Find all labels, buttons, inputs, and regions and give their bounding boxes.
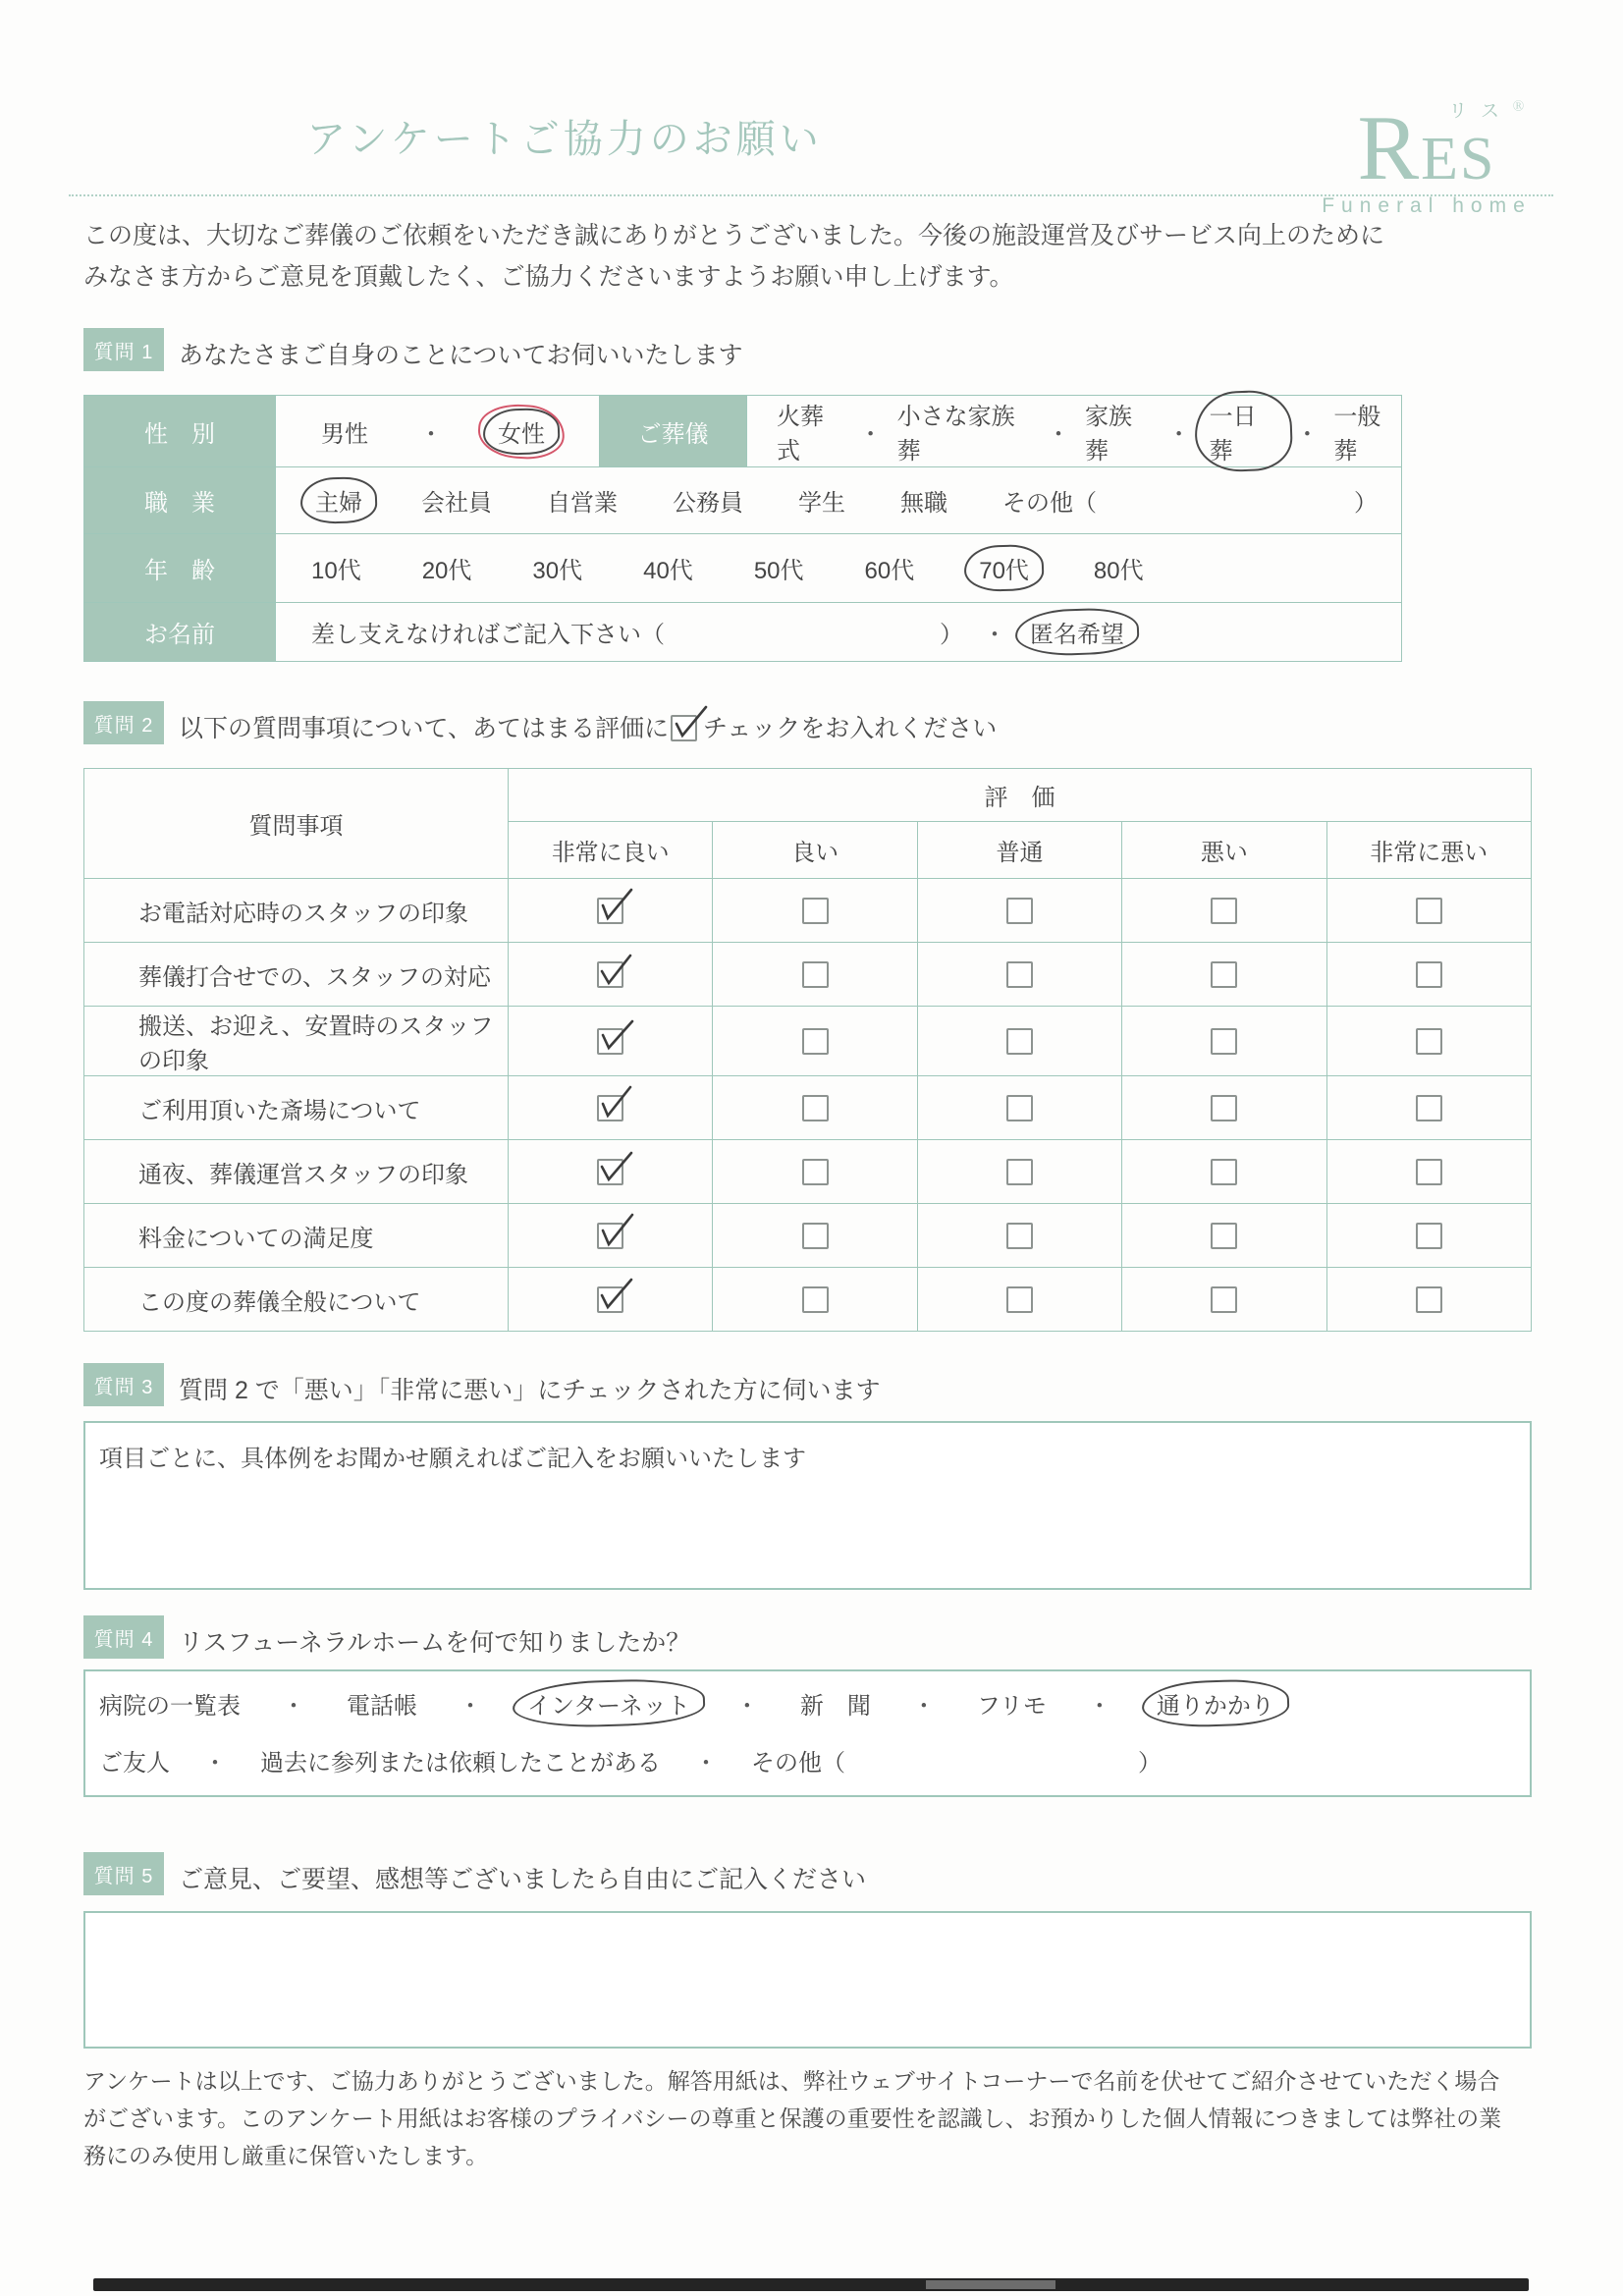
checkbox-icon[interactable] [1211, 961, 1237, 988]
funeral-option[interactable]: 家族葬 [1085, 404, 1132, 465]
rating-checkbox-cell[interactable] [713, 1204, 917, 1268]
separator-dot: ・ [1166, 420, 1191, 448]
job-option[interactable]: 自営業 [547, 490, 618, 517]
funeral-option[interactable]: 火葬式 [777, 404, 824, 465]
footer-note [83, 2062, 1546, 2174]
checkbox-icon[interactable] [1006, 1159, 1033, 1185]
checkbox-icon[interactable] [802, 898, 829, 924]
intro-line-2: みなさま方からご意見を頂戴したく、ご協力くださいますようお願い申し上げます。 [83, 263, 1014, 291]
separator-dot: ・ [203, 1750, 227, 1777]
funeral-option[interactable]: 一般葬 [1333, 404, 1381, 465]
rating-header: 普通 [917, 822, 1121, 879]
q1-badge: 質問 1 [83, 328, 164, 371]
job-option[interactable]: 公務員 [673, 490, 743, 517]
separator-dot: ・ [1087, 1693, 1111, 1720]
age-option[interactable]: 40代 [643, 558, 693, 584]
separator-dot: ・ [1047, 420, 1070, 448]
checkbox-icon[interactable] [1006, 1095, 1033, 1121]
rating-checkbox-cell[interactable] [509, 1140, 713, 1204]
rating-row [84, 879, 1532, 943]
rating-checkbox-cell[interactable] [917, 1007, 1121, 1076]
separator-dot: ・ [1295, 420, 1320, 448]
q2-rating-table [83, 768, 1532, 1332]
rating-checkbox-cell[interactable] [509, 1076, 713, 1140]
checkbox-icon[interactable] [1416, 1223, 1442, 1249]
source-option[interactable]: 過去に参列または依頼したことがある [260, 1750, 661, 1777]
rating-header: 良い [713, 822, 917, 879]
source-option[interactable]: ご友人 [99, 1750, 170, 1777]
footer-line: がございます。このアンケート用紙はお客様のプライバシーの尊重と保護の重要性を認識し、お預かりした個人情報につきましては弊社の業 [83, 2105, 1502, 2131]
checkbox-icon[interactable] [1211, 1028, 1237, 1055]
funeral-option[interactable]: 小さな家族葬 [896, 404, 1015, 465]
table-row [84, 467, 1402, 534]
rating-checkbox-cell[interactable] [1326, 1204, 1531, 1268]
logo-brand: RES [1357, 97, 1496, 199]
checkbox-icon[interactable] [1211, 1286, 1237, 1313]
logo-subtitle: Funeral home [1322, 194, 1532, 217]
separator-dot: ・ [419, 420, 443, 448]
question-item-label: 通夜、葬儀運営スタッフの印象 [84, 1140, 509, 1204]
checkbox-icon[interactable] [1416, 1286, 1442, 1313]
source-option-circled[interactable]: インターネット [523, 1685, 694, 1722]
rating-checkbox-cell[interactable] [509, 1204, 713, 1268]
job-option[interactable]: 学生 [798, 490, 845, 517]
q3-box-hint: 項目ごとに、具体例をお聞かせ願えればご記入をお願いいたします [99, 1446, 806, 1472]
scan-edge-artifact [93, 2278, 1529, 2291]
checked-checkbox-icon[interactable] [597, 1095, 623, 1121]
age-option[interactable]: 60代 [864, 558, 915, 584]
q1-title: あなたさまご自身のことについてお伺いいたします [179, 342, 743, 369]
rating-row [84, 1076, 1532, 1140]
name-label: お名前 [84, 603, 276, 662]
gender-options-cell [276, 396, 600, 467]
rating-checkbox-cell[interactable] [917, 879, 1121, 943]
checkbox-icon[interactable] [1006, 1028, 1033, 1055]
table-row [84, 396, 1402, 467]
rating-checkbox-cell[interactable] [509, 943, 713, 1007]
checkbox-icon[interactable] [1416, 1028, 1442, 1055]
q4-options-row-2 [99, 1743, 1530, 1777]
checkbox-icon[interactable] [1211, 1223, 1237, 1249]
job-label: 職 業 [84, 467, 276, 534]
question-item-label: この度の葬儀全般について [84, 1268, 509, 1332]
rating-checkbox-cell[interactable] [1326, 1268, 1531, 1332]
rating-checkbox-cell[interactable] [713, 1268, 917, 1332]
gender-option-male[interactable]: 男性 [321, 420, 368, 448]
age-option[interactable]: 50代 [753, 558, 804, 584]
funeral-option-circled[interactable]: 一日葬 [1206, 396, 1281, 466]
rating-checkbox-cell[interactable] [1122, 1140, 1326, 1204]
checkbox-icon[interactable] [1006, 898, 1033, 924]
source-option[interactable]: 新 聞 [799, 1693, 871, 1720]
checkbox-icon[interactable] [802, 1028, 829, 1055]
checkbox-icon[interactable] [1006, 1286, 1033, 1313]
rating-row [84, 1268, 1532, 1332]
rating-checkbox-cell[interactable] [509, 879, 713, 943]
checkbox-icon[interactable] [1211, 898, 1237, 924]
rating-header: 非常に悪い [1326, 822, 1531, 879]
checked-checkbox-icon[interactable] [597, 1159, 623, 1185]
checked-checkbox-icon[interactable] [597, 961, 623, 988]
rating-row [84, 943, 1532, 1007]
q2-badge: 質問 2 [83, 701, 164, 744]
rating-checkbox-cell[interactable] [1326, 943, 1531, 1007]
separator-dot: ・ [734, 1693, 759, 1720]
rating-checkbox-cell[interactable] [1326, 879, 1531, 943]
checkbox-icon[interactable] [1416, 1159, 1442, 1185]
age-options-cell [276, 534, 1402, 603]
rating-header: 悪い [1122, 822, 1326, 879]
q4-badge: 質問 4 [83, 1615, 164, 1659]
job-option-other[interactable]: その他（ [1002, 490, 1097, 517]
rating-checkbox-cell[interactable] [917, 1204, 1121, 1268]
checked-checkbox-icon [671, 715, 697, 741]
checkbox-icon[interactable] [1416, 961, 1442, 988]
checkbox-icon[interactable] [1006, 961, 1033, 988]
anonymous-option-circled[interactable]: 匿名希望 [1026, 614, 1128, 650]
rating-checkbox-cell[interactable] [509, 1268, 713, 1332]
rating-checkbox-cell[interactable] [917, 1268, 1121, 1332]
table-row [84, 603, 1402, 662]
rating-checkbox-cell[interactable] [509, 1007, 713, 1076]
rating-checkbox-cell[interactable] [917, 1140, 1121, 1204]
separator-dot: ・ [282, 1693, 305, 1720]
source-option-other[interactable]: その他（ [751, 1750, 845, 1777]
q3-badge: 質問 3 [83, 1363, 164, 1406]
age-option[interactable]: 20代 [421, 558, 472, 584]
table-row [84, 534, 1402, 603]
source-option[interactable]: 病院の一覧表 [99, 1693, 241, 1720]
q5-comment-box[interactable] [83, 1911, 1532, 2049]
company-logo [1314, 75, 1540, 218]
question-item-label: 料金についての満足度 [84, 1204, 509, 1268]
separator-dot: ・ [459, 1693, 482, 1720]
age-label: 年 齢 [84, 534, 276, 603]
age-option[interactable]: 10代 [311, 558, 361, 584]
name-prompt: 差し支えなければご記入下さい（ [311, 622, 665, 648]
checkbox-icon[interactable] [1211, 1095, 1237, 1121]
checkbox-icon[interactable] [802, 961, 829, 988]
q4-title: リスフューネラルホームを何で知りましたか？ [179, 1629, 691, 1657]
gender-option-female-circled[interactable]: 女性 [494, 413, 549, 450]
question-item-label: 葬儀打合せでの、スタッフの対応 [84, 943, 509, 1007]
checked-checkbox-icon[interactable] [597, 1223, 623, 1249]
checkbox-icon[interactable] [1416, 898, 1442, 924]
logo-ruby: リス [1448, 101, 1513, 122]
rating-checkbox-cell[interactable] [1122, 1268, 1326, 1332]
rating-checkbox-cell[interactable] [1122, 1007, 1326, 1076]
rating-checkbox-cell[interactable] [713, 879, 917, 943]
q3-comment-box[interactable] [83, 1421, 1532, 1590]
rating-checkbox-cell[interactable] [1122, 879, 1326, 943]
rating-checkbox-cell[interactable] [1326, 1007, 1531, 1076]
rating-checkbox-cell[interactable] [713, 1076, 917, 1140]
job-option-circled[interactable]: 主婦 [311, 482, 366, 519]
checkbox-icon[interactable] [1006, 1223, 1033, 1249]
rating-checkbox-cell[interactable] [713, 1007, 917, 1076]
q1-profile-table [83, 395, 1402, 662]
rating-checkbox-cell[interactable] [1122, 1076, 1326, 1140]
checkbox-icon[interactable] [1416, 1095, 1442, 1121]
registered-mark-icon: Ⓡ [1513, 100, 1524, 113]
name-cell [276, 603, 1402, 662]
intro-line-1: この度は、大切なご葬儀のご依頼をいただき誠にありがとうございました。今後の施設運営及びサービス向上のために [83, 222, 1385, 249]
separator-dot: ・ [694, 1750, 718, 1777]
rating-header: 非常に良い [509, 822, 713, 879]
checked-checkbox-icon[interactable] [597, 898, 623, 924]
rating-row [84, 1204, 1532, 1268]
page-title: アンケートご協力のお願い [306, 118, 823, 161]
funeral-options-cell [747, 396, 1402, 467]
q4-options-box [83, 1669, 1532, 1797]
column-header-rating: 評 価 [509, 769, 1532, 822]
job-option[interactable]: 無職 [900, 490, 947, 517]
q2-title [179, 709, 997, 745]
source-option[interactable]: フリモ [976, 1693, 1047, 1720]
age-option[interactable]: 30代 [532, 558, 583, 584]
checkbox-icon[interactable] [802, 1286, 829, 1313]
gender-label: 性 別 [84, 396, 276, 467]
rating-checkbox-cell[interactable] [1326, 1140, 1531, 1204]
rating-checkbox-cell[interactable] [917, 1076, 1121, 1140]
rating-checkbox-cell[interactable] [1326, 1076, 1531, 1140]
q3-title: 質問 2 で「悪い」「非常に悪い」にチェックされた方に伺います [179, 1377, 881, 1404]
checked-checkbox-icon[interactable] [597, 1286, 623, 1313]
logo-ruby-text [1448, 96, 1524, 123]
job-option[interactable]: 会社員 [421, 490, 492, 517]
checkbox-icon[interactable] [802, 1223, 829, 1249]
job-other-close-paren: ） [1354, 490, 1378, 517]
rating-row [84, 1007, 1532, 1076]
rating-checkbox-cell[interactable] [1122, 1204, 1326, 1268]
column-header-items: 質問事項 [84, 769, 509, 879]
source-other-close-paren: ） [1138, 1750, 1162, 1777]
question-item-label: お電話対応時のスタッフの印象 [84, 879, 509, 943]
checkbox-icon[interactable] [802, 1095, 829, 1121]
checkbox-icon[interactable] [802, 1159, 829, 1185]
job-options-cell [276, 467, 1402, 534]
q2-title-after: チェックをお入れください [703, 715, 998, 742]
question-item-label: 搬送、お迎え、安置時のスタッフの印象 [84, 1007, 509, 1076]
footer-line: アンケートは以上です、ご協力ありがとうございました。解答用紙は、弊社ウェブサイトコーナーで名前を伏せてご紹介させていただく場合 [83, 2068, 1500, 2094]
header-divider [69, 194, 1553, 196]
separator-dot: ・ [858, 420, 883, 448]
source-option-circled[interactable]: 通りかかり [1153, 1685, 1278, 1722]
rating-row [84, 1140, 1532, 1204]
footer-line: 務にのみ使用し厳重に保管いたします。 [83, 2143, 489, 2168]
separator-dot: ・ [983, 622, 1006, 648]
name-close-paren: ） [940, 622, 963, 648]
source-option[interactable]: 電話帳 [347, 1693, 417, 1720]
question-item-label: ご利用頂いた斎場について [84, 1076, 509, 1140]
rating-checkbox-cell[interactable] [917, 943, 1121, 1007]
q5-title: ご意見、ご要望、感想等ございましたら自由にご記入ください [179, 1866, 867, 1893]
rating-checkbox-cell[interactable] [713, 943, 917, 1007]
q4-options-row-1 [99, 1685, 1530, 1722]
table-header-row [84, 769, 1532, 822]
age-option[interactable]: 80代 [1093, 558, 1144, 584]
funeral-type-label: ご葬儀 [600, 396, 747, 467]
rating-checkbox-cell[interactable] [1122, 943, 1326, 1007]
checkbox-icon[interactable] [1211, 1159, 1237, 1185]
q5-badge: 質問 5 [83, 1852, 164, 1895]
age-option-circled[interactable]: 70代 [975, 550, 1033, 586]
rating-checkbox-cell[interactable] [713, 1140, 917, 1204]
checked-checkbox-icon[interactable] [597, 1028, 623, 1055]
separator-dot: ・ [911, 1693, 936, 1720]
q2-title-before: 以下の質問事項について、あてはまる評価に [179, 715, 670, 742]
